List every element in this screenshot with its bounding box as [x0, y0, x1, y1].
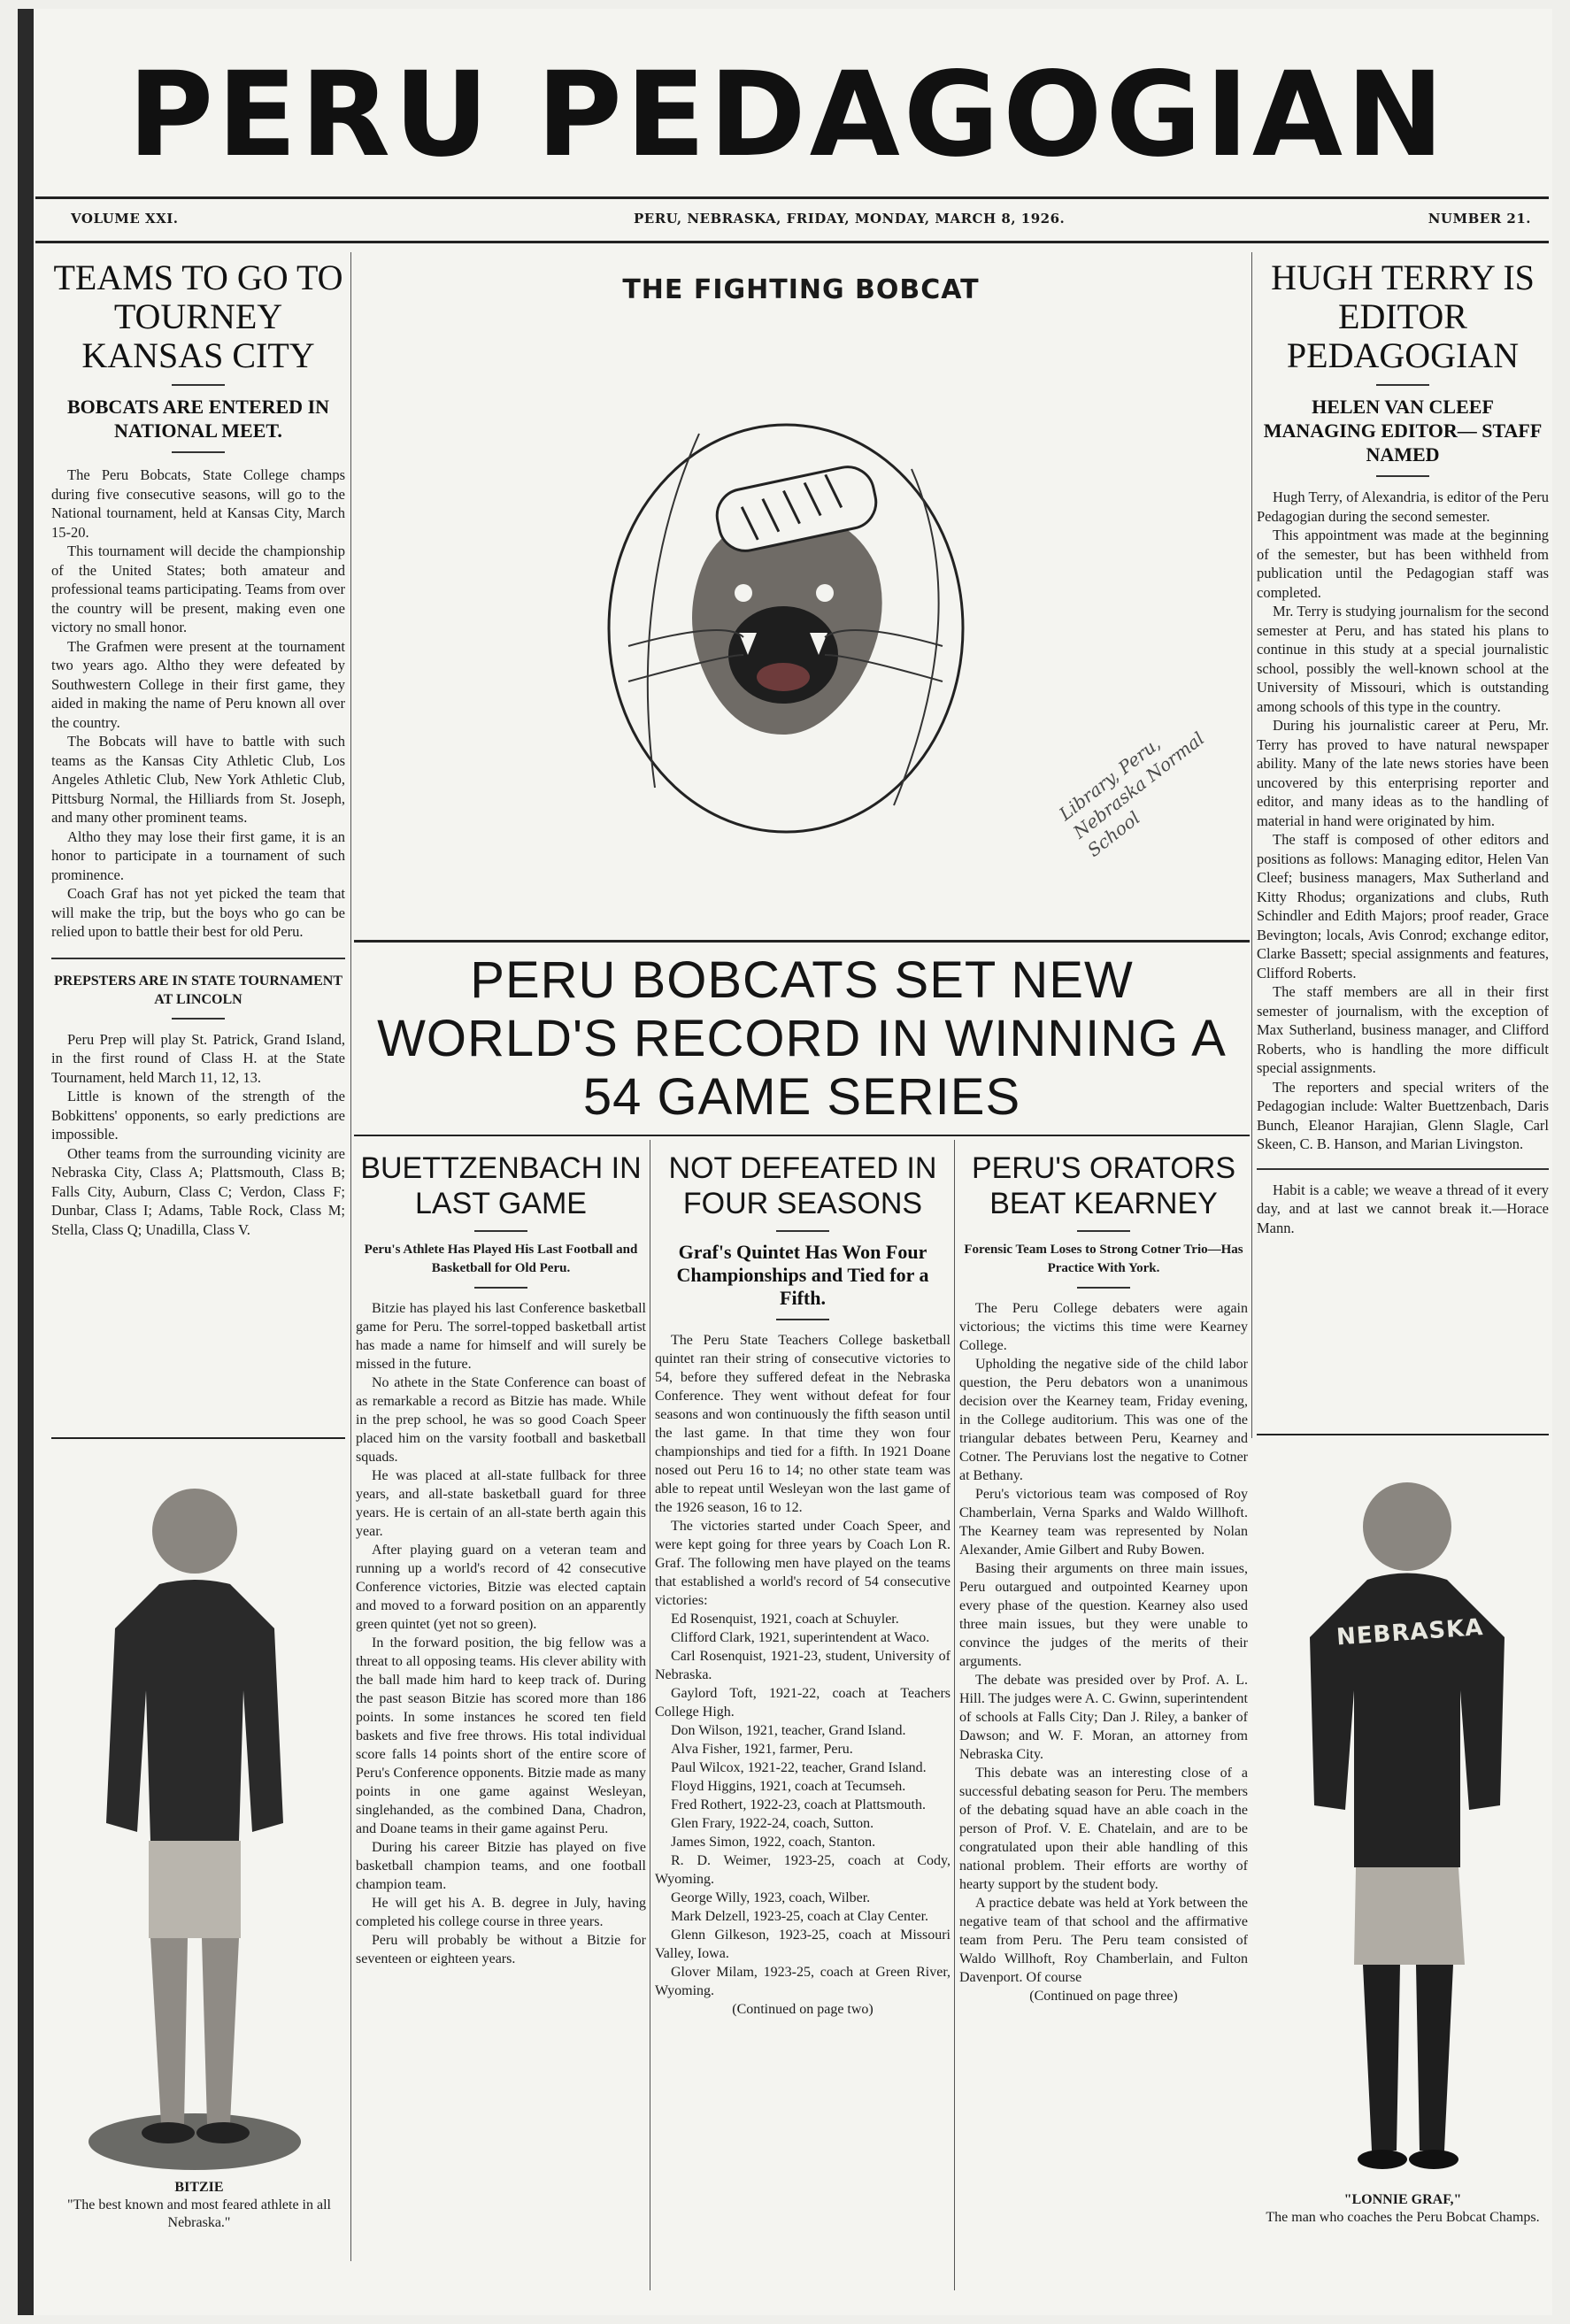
- buettzenbach-headline: BUETTZENBACH IN LAST GAME: [360, 1151, 642, 1220]
- paragraph: The staff is composed of other editors and positions as follows: Managing editor, Helen Van Cleef; business managers, Max Sutherland and Kitty Rhodus; organizations and clubs, Ruth Schindler and Edith Majors; proof reader, Grace Bevington; locals, Avis Conrod; exchange editor, Clarke Bassett; special assignments and features, Clifford Roberts.: [1257, 831, 1549, 981]
- section-rule: [51, 1437, 345, 1439]
- orators-column: [959, 1150, 1248, 2301]
- paragraph: A practice debate was held at York between the negative team of that school and the affirmative team from Peru. The Peru team consisted of Waldo Willhoft, Roy Chamberlain, and Fulton Davenport. Of course: [959, 1896, 1248, 1985]
- volume-label: VOLUME XXI.: [71, 211, 179, 227]
- athlete-photo-illustration: [62, 1451, 327, 2177]
- paragraph: Fred Rothert, 1922-23, coach at Plattsmouth.: [671, 1797, 926, 1812]
- terry-deck: HELEN VAN CLEEF MANAGING EDITOR— STAFF NAMED: [1263, 396, 1543, 466]
- column-rule: [1251, 252, 1252, 1438]
- section-rule: [1257, 1434, 1549, 1435]
- dateline: [53, 211, 1540, 230]
- right-column: [1257, 258, 1549, 1435]
- coach-photo-illustration: [1283, 1451, 1531, 2186]
- headline-rule: [354, 940, 1250, 943]
- library-stamp: Library, Peru, Nebraska Normal School: [1055, 727, 1209, 861]
- divider: [776, 1319, 829, 1320]
- terry-body: [1257, 488, 1549, 1154]
- paragraph: Ed Rosenquist, 1921, coach at Schuyler.: [671, 1612, 899, 1627]
- paragraph: Don Wilson, 1921, teacher, Grand Island.: [671, 1723, 906, 1738]
- continued-note: (Continued on page three): [1029, 1989, 1178, 2004]
- paragraph: Glenn Gilkeson, 1923-25, coach at Missouri Valley, Iowa.: [655, 1928, 950, 1961]
- issue-number: NUMBER 21.: [1428, 211, 1531, 227]
- paragraph: Floyd Higgins, 1921, coach at Tecumseh.: [671, 1779, 906, 1794]
- paragraph: Altho they may lose their first game, it is an honor to participate in a tournament of such prominence.: [51, 827, 345, 883]
- paragraph: This debate was an interesting close of a successful debating season for Peru. The members of the debating squad have an able coach in the person of Prof. V. E. Chatelain, and are to be congratulated upon their able handling of this national problem. Their efforts are worthy of hearty support by the student body.: [959, 1766, 1248, 1892]
- not-defeated-deck: Graf's Quintet Has Won Four Championships and Tied for a Fifth.: [676, 1241, 929, 1309]
- masthead: PERU PEDAGOGIAN: [127, 47, 1448, 183]
- caption-text: The man who coaches the Peru Bobcat Champs.: [1266, 2210, 1540, 2225]
- horace-mann-quote: Habit is a cable; we weave a thread of it every day, and at last we cannot break it.—Horace Mann.: [1257, 1181, 1549, 1236]
- paragraph: Clifford Clark, 1921, superintendent at Waco.: [671, 1630, 930, 1645]
- paragraph: The Peru State Teachers College basketball quintet ran their string of consecutive victories to 54, before they suffered defeat in the Nebraska Conference. They went without defeat for four seasons and won continuously the fifth season until the last game. In that time they won four championships and tied for a fifth. In 1921 Doane nosed out Peru 16 to 14; no other state team was able to repeat until Wesleyan won the last game of the 1926 season, 16 to 12.: [655, 1333, 950, 1515]
- divider: [1077, 1230, 1130, 1232]
- not-defeated-column: [655, 1150, 950, 2301]
- caption-name: "LONNIE GRAF,": [1343, 2192, 1462, 2207]
- jersey-lettering: NEBRASKA: [1335, 1614, 1485, 1651]
- paragraph: Gaylord Toft, 1921-22, coach at Teachers College High.: [655, 1686, 950, 1720]
- paragraph: This tournament will decide the championship of the United States; both amateur and professional teams participating. Teams from over the country will be present, making even one victory no small honor.: [51, 543, 345, 635]
- paragraph: Peru's victorious team was composed of Roy Chamberlain, Verna Sparks and Waldo Willhoft. The Kearney team was represented by Nolan Alexander, Amie Gilbert and Ruby Bowen.: [959, 1487, 1248, 1558]
- paragraph: The Peru Bobcats, State College champs during five consecutive seasons, will go to the National tournament, held at Kansas City, March 15-20.: [51, 466, 345, 541]
- paragraph: George Willy, 1923, coach, Wilber.: [671, 1890, 871, 1905]
- paragraph: Glover Milam, 1923-25, coach at Green River, Wyoming.: [655, 1965, 950, 1998]
- divider: [172, 384, 225, 386]
- paragraph: Carl Rosenquist, 1921-23, student, University of Nebraska.: [655, 1649, 950, 1682]
- graf-caption: [1257, 2191, 1549, 2227]
- caption-text: "The best known and most feared athlete in all Nebraska.": [67, 2197, 331, 2230]
- orators-body: [959, 1299, 1248, 2005]
- paragraph: The reporters and special writers of the Pedagogian include: Walter Buettzenbach, Daris Bunch, Eleanor Harajian, Glenn Slagle, Carl Skeen, C. B. Hanson, and Marian Livingston.: [1257, 1078, 1549, 1152]
- world-record-headline: PERU BOBCATS SET NEW WORLD'S RECORD IN WINNING A 54 GAME SERIES: [377, 951, 1227, 1126]
- paragraph: The Bobcats will have to battle with such teams as the Kansas City Athletic Club, Los Angeles Athletic Club, New York Athletic Club, Pittsburg Normal, the Hilliards from St. Joseph, and many other prominent teams.: [51, 733, 345, 826]
- tourney-deck: BOBCATS ARE ENTERED IN NATIONAL MEET.: [66, 396, 330, 442]
- paragraph: Coach Graf has not yet picked the team that will make the trip, but the boys who go can be relied upon to battle their best for old Peru.: [51, 885, 345, 940]
- masthead-rule: [35, 196, 1549, 199]
- not-defeated-body: [655, 1331, 950, 2019]
- divider: [1077, 1287, 1130, 1289]
- section-rule: [51, 958, 345, 959]
- divider: [474, 1287, 527, 1289]
- orators-deck: Forensic Team Loses to Strong Cotner Trio—Has Practice With York.: [964, 1243, 1243, 1275]
- divider: [474, 1230, 527, 1232]
- paragraph: The victories started under Coach Speer, and were kept going for three years by Coach Lon R. Graf. The following men have played on the teams that established a world's record of 54 consecutive victories:: [655, 1519, 950, 1608]
- not-defeated-headline: NOT DEFEATED IN FOUR SEASONS: [668, 1151, 937, 1220]
- paragraph: Little is known of the strength of the Bobkittens' opponents, so early predictions are impossible.: [51, 1088, 345, 1143]
- paragraph: He was placed at all-state fullback for three years, and all-state basketball guard for three years. He is certain of an all-state berth again this year.: [356, 1468, 646, 1539]
- paragraph: The debate was presided over by Prof. A. L. Hill. The judges were A. C. Gwinn, superintendent of schools at Falls City; Dan J. Riley, a banker of Dawson; and W. F. Moran, an attorney from Nebraska City.: [959, 1673, 1248, 1762]
- buettzenbach-body: [356, 1299, 646, 1968]
- paragraph: Paul Wilcox, 1921-22, teacher, Grand Island.: [671, 1760, 927, 1775]
- graf-photo: [1283, 1451, 1531, 2186]
- paragraph: During his journalistic career at Peru, Mr. Terry has proved to have natural newspaper ability. Many of the late news stories have been uncovered by this enterprising reporter and editor, and many ideas as to the handling of material in hand were originated by him.: [1257, 717, 1549, 829]
- prepsters-headline: PREPSTERS ARE IN STATE TOURNAMENT AT LINCOLN: [54, 973, 342, 1007]
- divider: [1376, 384, 1429, 386]
- orators-headline: PERU'S ORATORS BEAT KEARNEY: [971, 1151, 1236, 1220]
- bobcat-cartoon: [593, 416, 982, 912]
- cartoon-title: THE FIGHTING BOBCAT: [622, 274, 980, 305]
- paragraph: In the forward position, the big fellow was a threat to all opposing teams. His clever ability with the ball made him hard to keep track of. During the past season Bitzie has scored more than 186 points. In some instances he scored ten field baskets and five free throws. His total individual score falls 14 points short of the entire score of Peru's Conference opponents. Bitzie made as many points in one game against Wesleyan, singlehanded, as the combined Dana, Chadron, and Doane teams in their game against Peru.: [356, 1635, 646, 1836]
- column-rule: [954, 1140, 955, 2290]
- tourney-body: [51, 466, 345, 942]
- continued-note: (Continued on page two): [732, 2002, 874, 2017]
- divider: [172, 451, 225, 453]
- bobcat-emblem-icon: [593, 416, 982, 912]
- tourney-headline: TEAMS TO GO TO TOURNEY KANSAS CITY: [53, 258, 343, 375]
- divider: [172, 1018, 225, 1020]
- paragraph: Hugh Terry, of Alexandria, is editor of the Peru Pedagogian during the second semester.: [1257, 489, 1549, 525]
- paragraph: The Peru College debaters were again victorious; the victims this time were Kearney College.: [959, 1301, 1248, 1353]
- section-rule: [1257, 1168, 1549, 1170]
- paragraph: Peru will probably be without a Bitzie for seventeen or eighteen years.: [356, 1933, 646, 1966]
- paragraph: During his career Bitzie has played on five basketball champion teams, and one football champion team.: [356, 1840, 646, 1892]
- place-date: PERU, NEBRASKA, FRIDAY, MONDAY, MARCH 8, 1926.: [634, 211, 1066, 227]
- paragraph: R. D. Weimer, 1923-25, coach at Cody, Wyoming.: [655, 1853, 950, 1887]
- caption-name: BITZIE: [174, 2180, 224, 2195]
- paragraph: Basing their arguments on three main issues, Peru outargued and outpointed Kearney upon every phase of the question. Kearney also used three main issues, but they were unable to convince the judges of the merits of their arguments.: [959, 1561, 1248, 1669]
- buettzenbach-deck: Peru's Athlete Has Played His Last Football and Basketball for Old Peru.: [364, 1243, 638, 1275]
- paragraph: This appointment was made at the beginning of the semester, but has been withheld from publication until the Pedagogian staff was completed.: [1257, 527, 1549, 601]
- paragraph: Mark Delzell, 1923-25, coach at Clay Center.: [671, 1909, 929, 1924]
- paragraph: Upholding the negative side of the child labor question, the Peru debators won a unanimous decision over the Kearney team, Friday evening, in the College auditorium. This was one of the triangular debates between Peru, Kearney and Cotner. The Peruvians lost the negative to Cotner at Bethany.: [959, 1357, 1248, 1483]
- headline-rule: [354, 1135, 1250, 1136]
- bitzie-photo: [62, 1451, 327, 2177]
- terry-headline: HUGH TERRY IS EDITOR PEDAGOGIAN: [1271, 258, 1535, 375]
- prepsters-body: [51, 1030, 345, 1240]
- paragraph: Glen Frary, 1922-24, coach, Sutton.: [671, 1816, 874, 1831]
- paragraph: He will get his A. B. degree in July, having completed his college course in three years.: [356, 1896, 646, 1929]
- paragraph: After playing guard on a veteran team and running up a world's record of 42 consecutive Conference victories, Bitzie was elected captain and moved to a forward position on an apparently green quintet (yet not so green).: [356, 1543, 646, 1632]
- paragraph: Bitzie has played his last Conference basketball game for Peru. The sorrel-topped basketball artist has made a name for himself and will surely be missed in the future.: [356, 1301, 646, 1372]
- column-rule: [350, 252, 351, 2261]
- bitzie-caption: [62, 2179, 336, 2232]
- paragraph: Alva Fisher, 1921, farmer, Peru.: [671, 1742, 853, 1757]
- paragraph: No athete in the State Conference can boast of as remarkable a record as Bitzie has made. While in the prep school, he was so good Coach Speer placed him on the varsity football and basketball squads.: [356, 1375, 646, 1465]
- paragraph: Other teams from the surrounding vicinity are Nebraska City, Class A; Plattsmouth, Class B; Falls City, Auburn, Class C; Verdon, Class F; Dunbar, Class I; Adams, Table Rock, Class M; Stella, Class Q; Unadilla, Class V.: [51, 1144, 345, 1238]
- paragraph: The Grafmen were present at the tournament two years ago. Altho they were defeated by Southwestern College in their first game, they aided in making the name of Peru known all over the country.: [51, 637, 345, 731]
- dateline-rule: [35, 241, 1549, 243]
- divider: [1376, 475, 1429, 477]
- paragraph: Peru Prep will play St. Patrick, Grand Island, in the first round of Class H. at the State Tournament, held March 11, 12, 13.: [51, 1030, 345, 1086]
- paragraph: James Simon, 1922, coach, Stanton.: [671, 1835, 876, 1850]
- buettzenbach-column: [356, 1150, 646, 2301]
- left-column: [51, 258, 345, 1444]
- paragraph: Mr. Terry is studying journalism for the second semester at Peru, and has stated his plans to continue in this study at a special journalistic school, possibly the well-known school at the University of Missouri, which is outstanding among schools of this type in the country.: [1257, 603, 1549, 715]
- divider: [776, 1230, 829, 1232]
- quote: [1257, 1181, 1549, 1238]
- paragraph: The staff members are all in their first semester of journalism, with the exception of Max Sutherland, business manager, and Clifford Roberts, who is handling the more difficult special assignments.: [1257, 983, 1549, 1076]
